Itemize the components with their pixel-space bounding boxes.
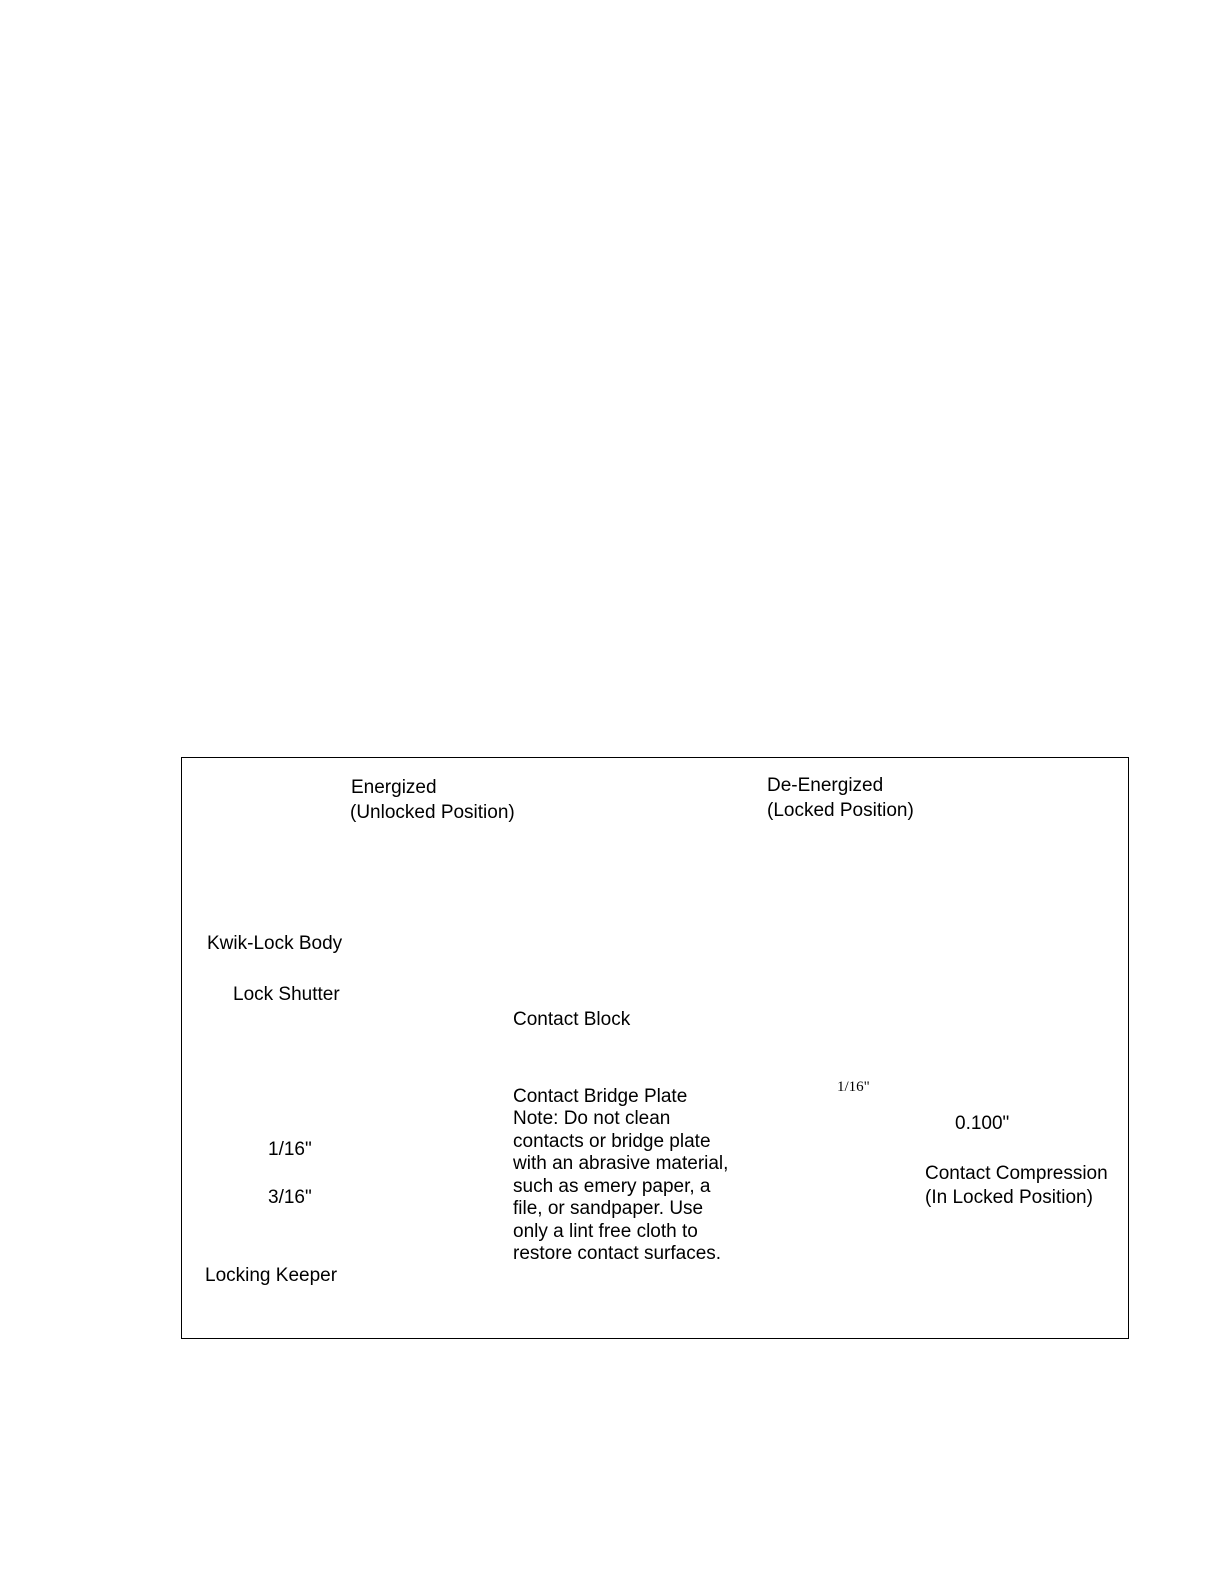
locking-keeper-label: Locking Keeper [205, 1265, 338, 1286]
gap-dimension-locked: 1/16" [837, 1079, 870, 1095]
de-energized-subtitle: (Locked Position) [767, 800, 914, 821]
gap-bottom-dimension: 3/16" [268, 1187, 312, 1208]
contact-bridge-plate-label: Contact Bridge Plate [513, 1086, 688, 1107]
kwik-lock-body-label: Kwik-Lock Body [207, 933, 343, 954]
contact-block-label: Contact Block [513, 1009, 631, 1030]
contact-compression-label: Contact Compression [925, 1163, 1108, 1184]
de-energized-title: De-Energized [767, 775, 884, 796]
compression-dimension: 0.100" [955, 1113, 1010, 1134]
lock-shutter-label: Lock Shutter [233, 984, 340, 1005]
energized-title: Energized [351, 777, 437, 798]
gap-top-dimension: 1/16" [268, 1139, 312, 1160]
cleaning-note: Note: Do not clean contacts or bridge plate with an abrasive material, such as emery paper, a file, or sandpaper. Use only a lint free cloth to restore contact surfaces. [513, 1108, 729, 1264]
contact-compression-sublabel: (In Locked Position) [925, 1187, 1093, 1208]
energized-subtitle: (Unlocked Position) [350, 802, 515, 823]
